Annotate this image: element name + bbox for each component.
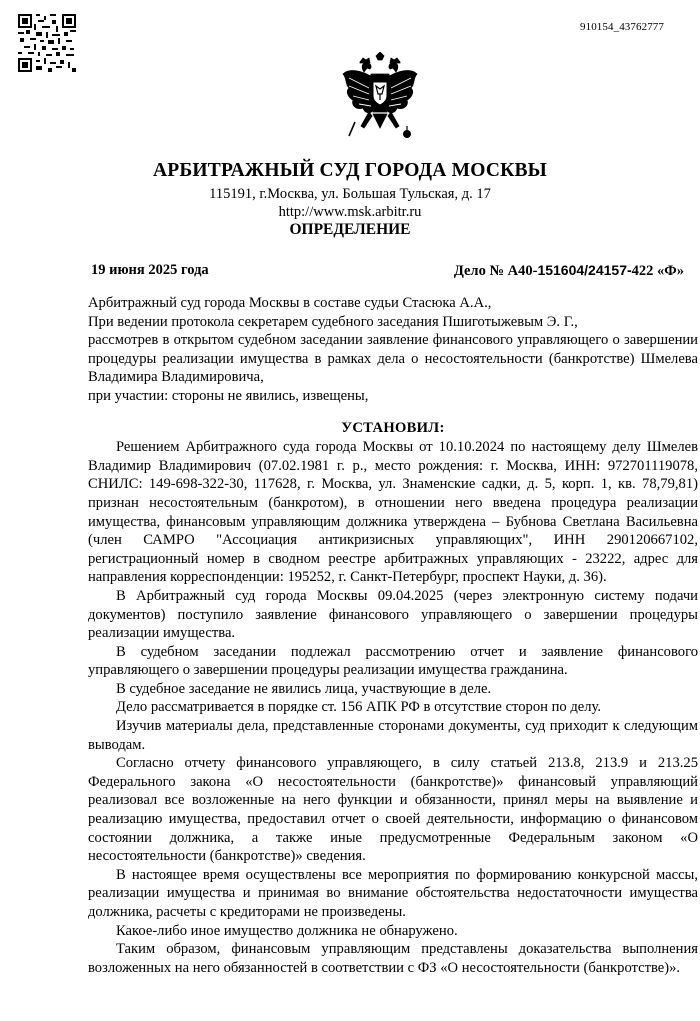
- document-type: ОПРЕДЕЛЕНИЕ: [289, 221, 411, 238]
- document-id: 910154_43762777: [580, 21, 664, 33]
- case-prefix: Дело № А40-: [453, 263, 538, 279]
- case-number: [454, 262, 684, 280]
- intro-consideration: рассмотрев в открытом судебном заседании заявление финансового управляющего о завершении процедуры реализации имущества в рамках дела о несостоятельности (банкротстве) Шмелева Владимира Владимировича,: [88, 332, 698, 386]
- coat-of-arms-icon: [341, 52, 419, 144]
- qr-code: [18, 14, 76, 72]
- paragraph: В судебное заседание не явились лица, участвующие в деле.: [116, 680, 492, 697]
- paragraph: Дело рассматривается в порядке ст. 156 АПК РФ в отсутствие сторон по делу.: [116, 699, 601, 716]
- paragraph: Изучив материалы дела, представленные сторонами документы, суд приходит к следующим выводам.: [88, 718, 698, 753]
- document-date: 19 июня 2025 года: [91, 262, 209, 278]
- paragraph: Согласно отчету финансового управляющего, в силу статьей 213.8, 213.9 и 213.25 Федерального закона «О несостоятельности (банкротстве)» финансовый управляющий реализовал все возложенные на него функции и обязанности, принял меры на выявление и реализацию имущества, предоставил отчет о своей деятельности, информацию о финансовом состоянии должника, а также иные предусмотренные Федеральным законом «О несостоятельности (банкротстве)» сведения.: [88, 755, 698, 865]
- paragraph: Решением Арбитражного суда города Москвы от 10.10.2024 по настоящему делу Шмелев Владимир Владимирович (07.02.1981 г. р., место рождения: г. Москва, ИНН: 972701119078, СНИЛС: 149-698-322-30, 117628, г. Москва, ул. Знаменские садки, д. 5, корп. 1, кв. 78,79,81) признан несостоятельным (банкротом), в отношении него введена процедура реализации имущества, финансовым управляющим должника утверждена – Бубнова Светлана Васильевна (член САМРО "Ассоциация антикризисных управляющих", ИНН 290120667102, регистрационный номер в сводном реестре арбитражных управляющих - 23222, адрес для направления корреспонденции: 195252, г. Санкт-Петербург, проспект Науки, д. 36).: [88, 439, 698, 586]
- court-address: 115191, г.Москва, ул. Большая Тульская, д. 17: [209, 186, 491, 202]
- paragraph: В Арбитражный суд города Москвы 09.04.2025 (через электронную систему подачи документов) поступило заявление финансового управляющего о завершении процедуры реализации имущества.: [88, 587, 698, 642]
- intro-secretary: При ведении протокола секретарем судебного заседания Пшиготыжевым Э. Г.,: [88, 313, 578, 330]
- intro-judge: Арбитражный суд города Москвы в составе судьи Стасюка А.А.,: [88, 295, 492, 311]
- paragraph: В настоящее время осуществлены все мероприятия по формированию конкурсной массы, реализации имущества и принимая во внимание обстоятельства недостаточности имущества должника, расчеты с кредиторами не произведены.: [88, 866, 698, 920]
- document-body: [88, 294, 698, 977]
- paragraph: В судебном заседании подлежал рассмотрению отчет и заявление финансового управляющего о завершении процедуры реализации имущества гражданина.: [88, 643, 698, 679]
- intro-participation: при участии: стороны не явились, извещены,: [88, 387, 369, 404]
- court-name: АРБИТРАЖНЫЙ СУД ГОРОДА МОСКВЫ: [152, 160, 548, 181]
- case-number-digits: 151604/24157-: [537, 262, 632, 278]
- court-website: http://www.msk.arbitr.ru: [278, 204, 422, 220]
- case-suffix: 422 «Ф»: [631, 263, 684, 279]
- section-heading: УСТАНОВИЛ:: [341, 419, 445, 436]
- paragraph: Какое-либо иное имущество должника не обнаружено.: [116, 922, 458, 939]
- paragraph: Таким образом, финансовым управляющим представлены доказательства выполнения возложенных на него обязанностей в соответствии с ФЗ «О несостоятельности (банкротстве)».: [88, 941, 698, 976]
